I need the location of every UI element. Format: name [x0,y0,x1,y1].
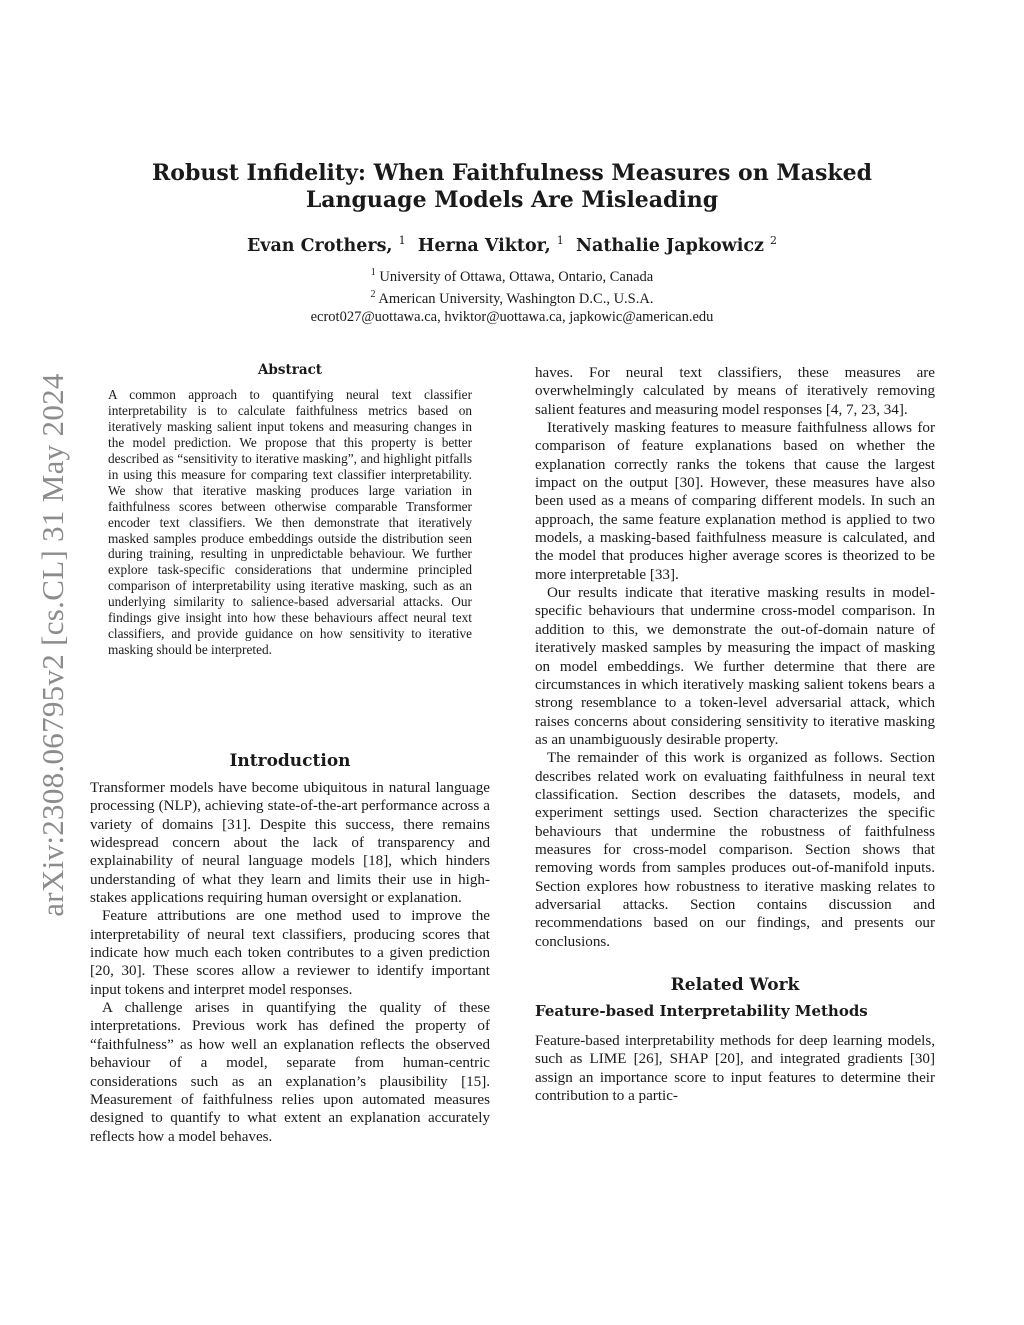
paragraph: haves. For neural text classifiers, these measures are overwhelmingly calculated by means of iteratively removing salient features and measuring model responses [4, 7, 23, 34]. [535,365,935,418]
paper-title: Robust Infidelity: When Faithfulness Measures on Masked Language Models Are Misleading [152,160,872,213]
author-name: Evan Crothers, [246,235,393,256]
affiliation-mark: 1 [556,234,564,247]
introduction-heading: Introduction [229,751,351,771]
affiliation-mark: 2 [370,289,376,301]
abstract-section [108,363,472,658]
arxiv-identifier: arXiv:2308.06795v2 [cs.CL] 31 May 2024 [35,373,70,917]
affiliation-line: $^2$ American University, Washington D.C., U.S.A. [370,289,654,308]
paragraph: The remainder of this work is organized as follows. Section describes related work on evaluating faithfulness in neural text classification. Section describes the datasets, models, and experiment settings used. Section characterizes the specific behaviours that undermine the robustness of faithfulness measures for cross-model comparison. Section shows that removing words from samples produces out-of-manifold inputs. Section explores how robustness to iterative masking relates to adversarial attacks. Section contains discussion and recommendations based on our findings, and presents our conclusions. [535,750,935,950]
paragraph: Our results indicate that iterative masking results in model-specific behaviours that undermine cross-model comparison. In addition to this, we demonstrate the out-of-domain nature of iteratively masked samples by measuring the impact of masking on model embeddings. We further determine that there are circumstances in which iteratively masking salient tokens bears a strong resemblance to a token-level adversarial attack, which raises concerns about considering sensitivity to iterative masking as an unambiguously desirable property. [535,585,935,748]
paragraph: Iteratively masking features to measure faithfulness allows for comparison of feature explanations based on whether the explanation correctly ranks the tokens that cause the largest impact on the output [30]. However, these measures have also been used as a means of comparing different models. In such an approach, the same feature explanation method is applied to two models, a masking-based faithfulness measure is calculated, and the model that produces higher average scores is theorized to be more interpretable [33]. [535,420,935,583]
affiliation-line: $^1$ University of Ottawa, Ottawa, Ontario, Canada [370,267,654,285]
introduction-section [90,750,490,1146]
paragraph: Feature attributions are one method used to improve the interpretability of neural text classifiers, producing scores that indicate how much each token contributes to a given prediction [20, 30]. These scores allow a reviewer to identify important input tokens and interpret model responses. [90,908,490,998]
paragraph: A challenge arises in quantifying the quality of these interpretations. Previous work has defined the property of “faithfulness” as how well an explanation reflects the observed behaviour of a model, separate from human-centric considerations such as an explanation’s plausibility [15]. Measurement of faithfulness relies upon automated measures designed to quantify to what extent an explanation accurately reflects how a model behaves. [90,1000,490,1145]
affiliation-mark: 1 [370,267,376,278]
author-list [90,234,934,256]
author-emails: ecrot027@uottawa.ca, hviktor@uottawa.ca, japkowic@american.edu [310,308,714,325]
affiliation-mark: 2 [770,234,778,247]
abstract-heading: Abstract [257,362,323,378]
paragraph: Transformer models have become ubiquitous in natural language processing (NLP), achieving state-of-the-art performance across a variety of domains [31]. Despite this success, there remains widespread concern about the lack of transparency and explainability of neural language models [18], which hinders understanding of what they learn and limits their use in high-stakes applications requiring human oversight or explanation. [90,780,490,907]
right-column [535,364,935,1105]
abstract-text: A common approach to quantifying neural text classifier interpretability is to calculate faithfulness metrics based on iteratively masking salient input tokens and measuring changes in the model prediction. We propose that this property is better described as “sensitivity to iterative masking”, and highlight pitfalls in using this measure for comparing text classifier interpretability. We show that iterative masking produces large variation in faithfulness scores between otherwise comparable Transformer encoder text classifiers. We then demonstrate that iteratively masked samples produce embeddings outside the distribution seen during training, resulting in unpredictable behaviour. We further explore task-specific considerations that undermine principled comparison of interpretability using iterative masking, such as an underlying similarity to salience-based adversarial attacks. Our findings give insight into how these behaviours affect neural text classifiers, and provide guidance on how sensitivity to iterative masking should be interpreted. [108,386,472,658]
affiliation-block [90,264,934,326]
related-work-heading: Related Work [670,975,800,995]
subsection-heading: Feature-based Interpretability Methods [535,1002,868,1020]
author-name: Nathalie Japkowicz [575,235,764,256]
author-name: Herna Viktor, [417,235,551,256]
paragraph: Feature-based interpretability methods for deep learning models, such as LIME [26], SHAP [20], and integrated gradients [30] assign an importance score to input features to determine their contribution to a partic- [535,1033,935,1105]
affiliation-mark: 1 [398,234,406,247]
